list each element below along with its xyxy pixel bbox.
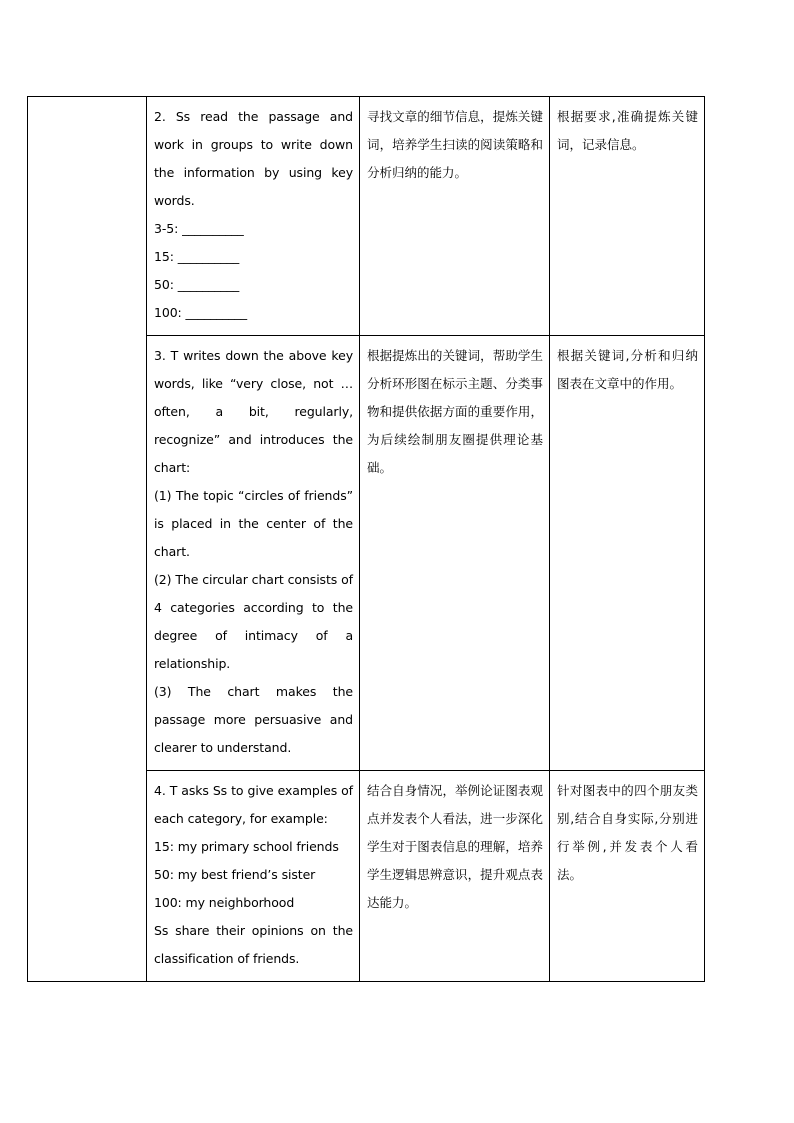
- activity-text: Ss share their opinions on the classification of friends.: [154, 923, 353, 966]
- purpose-text: 结合自身情况，举例论证图表观点并发表个人看法，进一步深化学生对于图表信息的理解，培养学生逻辑思辨意识，提升观点表达能力。: [367, 783, 543, 910]
- activity-text: 3. T writes down the above key words, like “very close, not … often, a bit, regularly, recognize” and introduces the chart:: [154, 348, 353, 475]
- activity-text: 2. Ss read the passage and work in groups to write down the information by using key words.: [154, 109, 353, 208]
- activity-text: (1) The topic “circles of friends” is placed in the center of the chart.: [154, 488, 353, 559]
- activity-text: (3) The chart makes the passage more persuasive and clearer to understand.: [154, 684, 353, 755]
- activity-cell: [147, 97, 360, 336]
- activity-text: 3-5: __________: [154, 221, 244, 236]
- lesson-plan-table: [27, 96, 705, 982]
- student-activity-cell: [550, 97, 705, 336]
- activity-text: 100: my neighborhood: [154, 895, 295, 910]
- activity-text: 15: my primary school friends: [154, 839, 339, 854]
- activity-cell: [147, 771, 360, 982]
- purpose-cell: [360, 771, 550, 982]
- purpose-text: 根据提炼出的关键词，帮助学生分析环形图在标示主题、分类事物和提供依据方面的重要作用，为后续绘制朋友圈提供理论基础。: [367, 348, 543, 475]
- activity-text: (2) The circular chart consists of 4 categories according to the degree of intimacy of a relationship.: [154, 572, 353, 671]
- stage-cell: [28, 97, 147, 982]
- student-activity-cell: [550, 336, 705, 771]
- purpose-cell: [360, 97, 550, 336]
- activity-text: 50: __________: [154, 277, 240, 292]
- student-activity-text: 针对图表中的四个朋友类别,结合自身实际,分别进行举例,并发表个人看法。: [557, 783, 698, 882]
- activity-text: 4. T asks Ss to give examples of each category, for example:: [154, 783, 353, 826]
- student-activity-text: 根据关键词,分析和归纳图表在文章中的作用。: [557, 348, 698, 391]
- purpose-cell: [360, 336, 550, 771]
- activity-text: 50: my best friend’s sister: [154, 867, 316, 882]
- student-activity-cell: [550, 771, 705, 982]
- student-activity-text: 根据要求,准确提炼关键词，记录信息。: [557, 109, 698, 152]
- purpose-text: 寻找文章的细节信息，提炼关键词，培养学生扫读的阅读策略和分析归纳的能力。: [367, 109, 543, 180]
- activity-text: 15: __________: [154, 249, 240, 264]
- activity-text: 100: __________: [154, 305, 248, 320]
- table-row: [28, 97, 705, 336]
- activity-cell: [147, 336, 360, 771]
